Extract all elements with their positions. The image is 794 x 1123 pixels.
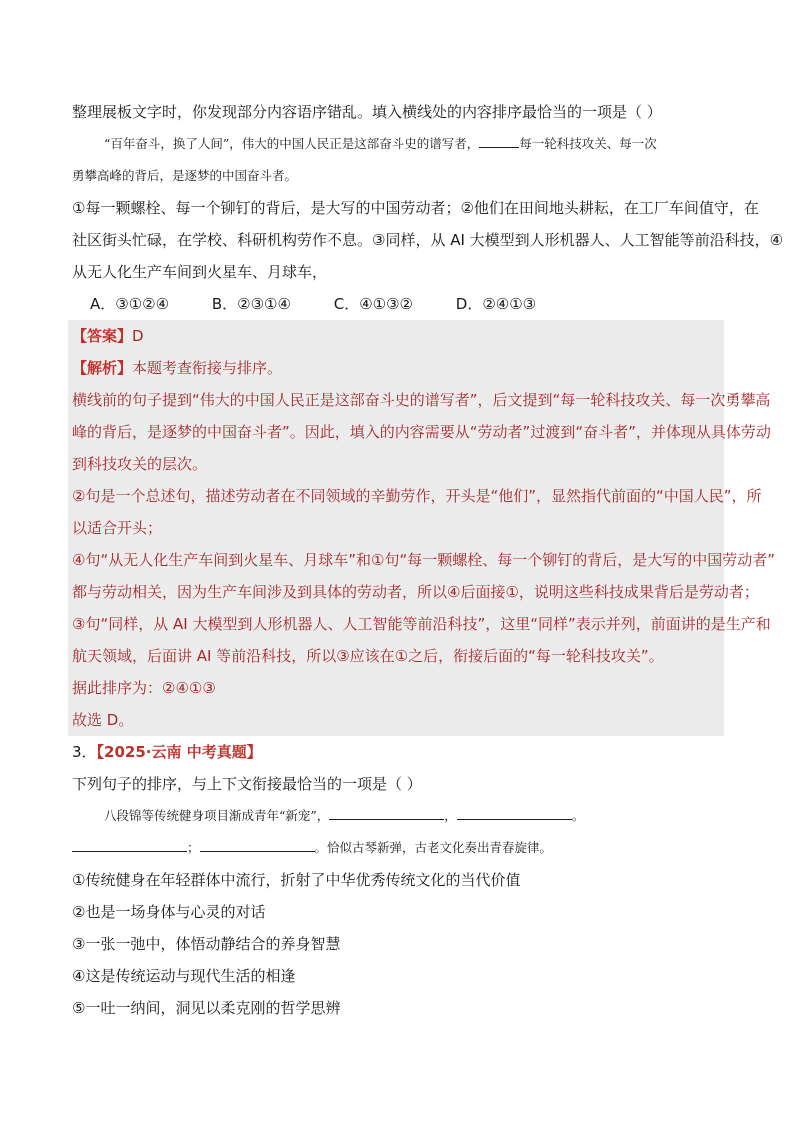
- question-3-item: ②也是一场身体与心灵的对话: [72, 903, 266, 921]
- analysis-line: 故选 D。: [72, 711, 134, 729]
- analysis-intro: 本题考查衔接与排序。: [132, 359, 283, 377]
- answer-tag: 【答案】: [72, 327, 133, 345]
- option-c[interactable]: C．④①③②: [333, 295, 413, 313]
- passage-text: 八段锦等传统健身项目渐成青年“新宠”，: [104, 808, 330, 823]
- analysis-line: 以适合开头；: [72, 519, 163, 537]
- passage-end: 。: [571, 808, 585, 823]
- analysis-line: 横线前的句子提到“伟大的中国人民正是这部奋斗史的谱写者”，后文提到“每一轮科技攻关、每一次勇攀高: [72, 391, 771, 409]
- analysis-line: ③句“同样，从 AI 大模型到人形机器人、人工智能等前沿科技”，这里“同样”表示并列，前面讲的是生产和: [72, 615, 771, 633]
- analysis-tag: 【解析】: [72, 359, 133, 377]
- question-3-item: ①传统健身在年轻群体中流行，折射了中华优秀传统文化的当代价值: [72, 871, 521, 889]
- analysis-line: 据此排序为：②④①③: [72, 679, 216, 697]
- question-3-passage-line-1: [72, 800, 732, 832]
- answer-value: D: [132, 327, 144, 345]
- analysis-heading: [72, 352, 724, 384]
- question-number: 3．: [72, 743, 97, 761]
- analysis-line: 峰的背后，是逐梦的中国奋斗者”。因此，填入的内容需要从“劳动者”过渡到“奋斗者”，并体现从具体劳动: [72, 423, 771, 441]
- question-3-item: ④这是传统运动与现代生活的相逢: [72, 967, 296, 985]
- question-2-items-line-1: ①每一颗螺栓、每一个铆钉的背后，是大写的中国劳动者；②他们在田间地头耕耘，在工厂车间值守，在: [72, 199, 759, 217]
- question-2-items-line-2: 社区街头忙碌，在学校、科研机构劳作不息。③同样，从 AI 大模型到人形机器人、人工智能等前沿科技，④: [72, 231, 784, 249]
- passage-text: “百年奋斗，换了人间”，伟大的中国人民正是这部奋斗史的谱写者，: [104, 136, 480, 151]
- question-3-item: ③一张一弛中，体悟动静结合的养身智慧: [72, 935, 341, 953]
- fill-in-blank: [200, 837, 315, 852]
- question-3-item: ⑤一吐一纳间，洞见以柔克刚的哲学思辨: [72, 999, 341, 1017]
- analysis-line: 到科技攻关的层次。: [72, 455, 208, 473]
- analysis-line: ④句“从无人化生产车间到火星车、月球车”和①句“每一颗螺栓、每一个铆钉的背后，是大写的中国劳动者”: [72, 551, 775, 569]
- document-page: [72, 96, 784, 1024]
- option-b[interactable]: B．②③①④: [211, 295, 291, 313]
- passage-separator: ；: [187, 840, 200, 855]
- fill-in-blank: [457, 805, 572, 820]
- option-d[interactable]: D．②④①③: [455, 295, 537, 313]
- question-3-stem: 下列句子的排序，与上下文衔接最恰当的一项是（ ）: [72, 775, 422, 793]
- answer-line: [72, 320, 724, 352]
- question-2-options: [72, 288, 732, 320]
- analysis-line: ②句是一个总述句，描述劳动者在不同领域的辛勤劳作，开头是“他们”，显然指代前面的“中国人民”，所: [72, 487, 762, 505]
- source-tag: 【2025·云南 中考真题】: [96, 743, 262, 761]
- passage-text: 。恰似古琴新弹，古老文化奏出青春旋律。: [314, 840, 553, 855]
- fill-in-blank: [72, 837, 187, 852]
- option-a[interactable]: A．③①②④: [90, 295, 170, 313]
- fill-in-blank: [329, 805, 444, 820]
- analysis-line: 都与劳动相关，因为生产车间涉及到具体的劳动者，所以④后面接①，说明这些科技成果背后是劳动者；: [72, 583, 759, 601]
- question-2-items-line-3: 从无人化生产车间到火星车、月球车，: [72, 263, 328, 281]
- analysis-line: 航天领域，后面讲 AI 等前沿科技，所以③应该在①之后，衔接后面的“每一轮科技攻关”。: [72, 647, 664, 665]
- fill-in-blank: [479, 133, 519, 148]
- question-2-passage-line-2: 勇攀高峰的背后，是逐梦的中国奋斗者。: [72, 168, 298, 183]
- question-3-passage-line-2: [72, 832, 732, 864]
- answer-analysis-box: [68, 320, 775, 736]
- question-2-stem: 整理展板文字时，你发现部分内容语序错乱。填入横线处的内容排序最恰当的一项是（ ）: [72, 103, 662, 121]
- passage-text: 每一轮科技攻关、每一次: [519, 136, 657, 151]
- passage-separator: ，: [444, 808, 457, 823]
- question-2-passage-line-1: [72, 128, 732, 160]
- question-3-title: [72, 736, 732, 768]
